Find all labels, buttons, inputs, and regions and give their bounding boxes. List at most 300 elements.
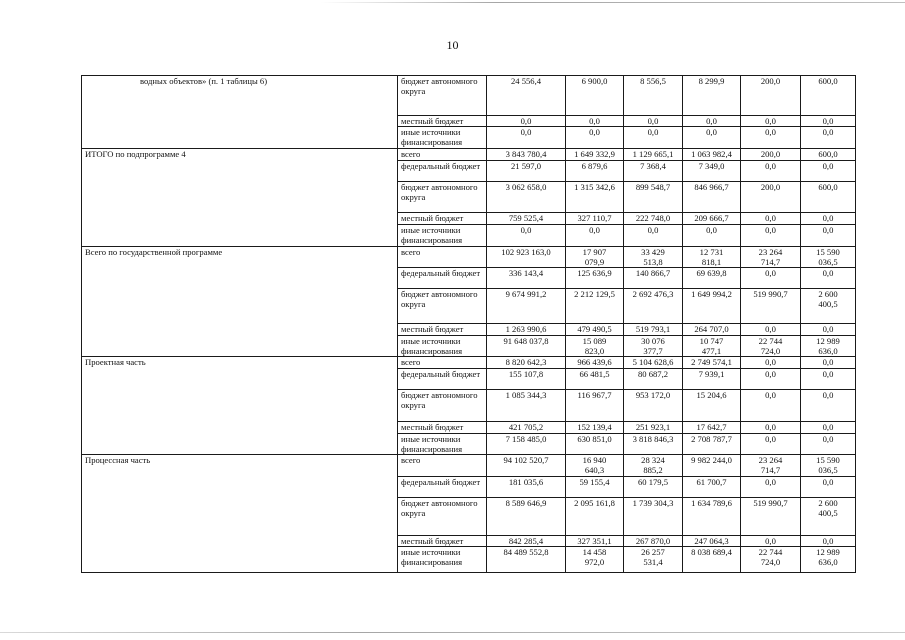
amount-value: 630 851,0: [577, 433, 612, 444]
amount-cell: [801, 289, 856, 324]
amount-cell: [801, 268, 856, 289]
amount-value: 0,0: [822, 116, 834, 126]
amount-value: 200,0: [760, 149, 781, 160]
amount-value: 209 666,7: [694, 213, 729, 224]
amount-value: 842 285,4: [508, 536, 544, 547]
amount-cell: [741, 225, 801, 246]
amount-value: 0,0: [520, 116, 532, 126]
amount-cell: [801, 225, 856, 246]
amount-value: 66 481,5: [579, 368, 610, 379]
amount-value: 10 747 477,1: [699, 336, 724, 357]
amount-value: 0,0: [765, 127, 776, 138]
amount-value: 15 204,6: [696, 389, 727, 400]
amount-value: 2 212 129,5: [574, 289, 615, 300]
amount-value: 0,0: [765, 389, 776, 400]
amount-value: 21 597,0: [510, 161, 542, 172]
amount-value: 1 649 332,9: [574, 149, 615, 160]
amount-cell: [741, 127, 801, 149]
amount-value: 1 739 304,3: [632, 498, 674, 509]
amount-value: 26 257 531,4: [641, 547, 665, 568]
amount-cell: [566, 357, 624, 368]
amount-value: 0,0: [822, 161, 834, 172]
amount-cell: [624, 368, 683, 389]
amount-cell: [683, 336, 741, 357]
amount-value: 28 324 885,2: [641, 455, 665, 476]
amount-cell: [683, 127, 741, 149]
amount-value: 0,0: [822, 213, 834, 224]
amount-cell: [566, 289, 624, 324]
amount-cell: [683, 246, 741, 267]
amount-cell: [741, 336, 801, 357]
amount-cell: [741, 368, 801, 389]
amount-value: 7 349,0: [698, 161, 725, 172]
amount-cell: [487, 324, 566, 336]
amount-value: 0,0: [822, 268, 834, 279]
amount-cell: [566, 324, 624, 336]
amount-cell: [624, 433, 683, 454]
amount-cell: [683, 268, 741, 289]
amount-cell: [801, 213, 856, 225]
amount-cell: [801, 149, 856, 161]
amount-value: 8 820 642,3: [505, 357, 547, 368]
amount-value: 0,0: [765, 368, 776, 379]
amount-value: 0,0: [765, 433, 776, 444]
amount-value: 0,0: [822, 389, 834, 400]
amount-cell: [801, 127, 856, 149]
amount-cell: [566, 127, 624, 149]
amount-value: 200,0: [760, 76, 781, 86]
amount-cell: [683, 498, 741, 536]
amount-value: 22 744 724,0: [758, 336, 783, 357]
amount-cell: [487, 225, 566, 246]
funding-source-cell: бюджет автономного округа: [398, 498, 487, 536]
amount-cell: [566, 455, 624, 477]
amount-cell: [624, 76, 683, 116]
amount-cell: [487, 433, 566, 454]
amount-cell: [683, 477, 741, 498]
amount-cell: [487, 336, 566, 357]
amount-cell: [487, 246, 566, 267]
amount-cell: [741, 268, 801, 289]
amount-cell: [741, 389, 801, 421]
amount-value: 3 062 658,0: [505, 182, 547, 193]
amount-value: 3 843 780,4: [505, 149, 547, 160]
section-label: Процессная часть: [82, 455, 398, 573]
amount-value: 336 143,4: [508, 268, 544, 279]
amount-cell: [741, 116, 801, 127]
amount-value: 0,0: [765, 477, 776, 488]
amount-cell: [741, 536, 801, 547]
amount-cell: [683, 421, 741, 433]
amount-value: 2 095 161,8: [574, 498, 615, 509]
amount-value: 0,0: [822, 324, 834, 335]
amount-cell: [624, 246, 683, 267]
amount-cell: [624, 498, 683, 536]
amount-value: 0,0: [822, 477, 834, 488]
amount-value: 125 636,9: [577, 268, 612, 279]
funding-source-cell: всего: [398, 149, 487, 161]
amount-cell: [487, 389, 566, 421]
amount-value: 953 172,0: [635, 389, 671, 400]
amount-cell: [566, 498, 624, 536]
amount-cell: [624, 324, 683, 336]
amount-value: 30 076 377,7: [641, 336, 665, 357]
amount-value: 846 966,7: [694, 182, 729, 193]
amount-value: 247 064,3: [694, 536, 729, 547]
amount-value: 519 990,7: [753, 498, 788, 509]
amount-value: 759 525,4: [508, 213, 544, 224]
funding-source-cell: местный бюджет: [398, 421, 487, 433]
amount-cell: [683, 368, 741, 389]
amount-value: 0,0: [822, 536, 834, 547]
funding-source-cell: бюджет автономного округа: [398, 182, 487, 213]
amount-cell: [487, 368, 566, 389]
amount-cell: [566, 547, 624, 573]
amount-cell: [683, 76, 741, 116]
amount-cell: [566, 389, 624, 421]
amount-value: 6 879,6: [581, 161, 608, 172]
amount-value: 1 315 342,6: [574, 182, 615, 193]
amount-cell: [683, 182, 741, 213]
funding-source-cell: иные источники финансирования: [398, 336, 487, 357]
amount-cell: [487, 161, 566, 182]
amount-value: 16 940 640,3: [582, 455, 607, 476]
amount-value: 1 263 990,6: [505, 324, 547, 335]
amount-value: 9 674 991,2: [505, 289, 547, 300]
amount-cell: [624, 161, 683, 182]
amount-cell: [566, 477, 624, 498]
amount-value: 61 700,7: [696, 477, 727, 488]
amount-value: 3 818 846,3: [632, 433, 674, 444]
amount-value: 80 687,2: [637, 368, 669, 379]
amount-cell: [801, 455, 856, 477]
amount-value: 5 104 628,6: [632, 357, 674, 368]
amount-value: 17 907 079,9: [582, 246, 607, 267]
funding-source-cell: местный бюджет: [398, 324, 487, 336]
amount-cell: [566, 433, 624, 454]
amount-cell: [683, 161, 741, 182]
amount-cell: [741, 149, 801, 161]
amount-value: 0,0: [765, 357, 776, 368]
section-label: ИТОГО по подпрограмме 4: [82, 149, 398, 246]
amount-value: 8 038 689,4: [691, 547, 732, 558]
amount-cell: [801, 182, 856, 213]
amount-cell: [683, 536, 741, 547]
amount-value: 155 107,8: [508, 368, 544, 379]
amount-value: 0,0: [706, 127, 717, 138]
amount-value: 0,0: [647, 116, 659, 126]
amount-cell: [487, 127, 566, 149]
amount-value: 264 707,0: [694, 324, 729, 335]
amount-value: 0,0: [822, 225, 834, 236]
amount-value: 966 439,6: [577, 357, 612, 368]
amount-cell: [566, 421, 624, 433]
amount-value: 0,0: [589, 225, 600, 236]
funding-source-cell: федеральный бюджет: [398, 368, 487, 389]
amount-cell: [566, 536, 624, 547]
amount-value: 102 923 163,0: [501, 246, 551, 257]
amount-cell: [624, 357, 683, 368]
amount-cell: [741, 76, 801, 116]
amount-value: 327 351,1: [577, 536, 612, 547]
amount-cell: [683, 455, 741, 477]
amount-value: 0,0: [822, 433, 834, 444]
amount-cell: [683, 389, 741, 421]
amount-value: 15 089 823,0: [582, 336, 607, 357]
amount-value: 327 110,7: [577, 213, 612, 224]
amount-cell: [741, 421, 801, 433]
amount-value: 116 967,7: [577, 389, 612, 400]
funding-source-cell: иные источники финансирования: [398, 433, 487, 454]
amount-cell: [487, 289, 566, 324]
amount-value: 0,0: [822, 127, 834, 138]
budget-table: [81, 75, 856, 573]
amount-value: 94 102 520,7: [503, 455, 549, 466]
amount-value: 0,0: [765, 421, 776, 432]
amount-cell: [741, 455, 801, 477]
funding-source-cell: иные источники финансирования: [398, 547, 487, 573]
funding-source-cell: бюджет автономного округа: [398, 389, 487, 421]
amount-value: 14 458 972,0: [582, 547, 607, 568]
amount-value: 0,0: [765, 324, 776, 335]
amount-value: 0,0: [765, 268, 776, 279]
amount-cell: [801, 433, 856, 454]
amount-value: 0,0: [706, 116, 717, 126]
amount-cell: [741, 477, 801, 498]
amount-value: 140 866,7: [635, 268, 671, 279]
table-row: [82, 455, 856, 477]
amount-value: 33 429 513,8: [641, 246, 665, 267]
amount-value: 17 642,7: [696, 421, 727, 432]
amount-value: 421 705,2: [508, 421, 544, 432]
amount-value: 0,0: [520, 127, 532, 138]
amount-value: 1 129 665,1: [632, 149, 674, 160]
amount-cell: [801, 477, 856, 498]
funding-source-cell: всего: [398, 357, 487, 368]
amount-cell: [487, 455, 566, 477]
amount-value: 519 793,1: [635, 324, 671, 335]
amount-value: 519 990,7: [753, 289, 788, 300]
amount-cell: [741, 289, 801, 324]
amount-value: 8 299,9: [698, 76, 725, 86]
amount-value: 24 556,4: [510, 76, 542, 86]
amount-value: 0,0: [765, 536, 776, 547]
amount-value: 22 744 724,0: [758, 547, 783, 568]
amount-cell: [741, 246, 801, 267]
amount-value: 7 158 485,0: [505, 433, 547, 444]
amount-cell: [741, 213, 801, 225]
amount-value: 15 590 036,5: [816, 246, 840, 267]
amount-value: 9 982 244,0: [691, 455, 732, 466]
amount-value: 899 548,7: [635, 182, 671, 193]
amount-value: 2 749 574,1: [691, 357, 732, 368]
amount-cell: [683, 547, 741, 573]
amount-cell: [801, 116, 856, 127]
amount-cell: [683, 225, 741, 246]
amount-cell: [741, 498, 801, 536]
amount-cell: [683, 213, 741, 225]
amount-cell: [801, 324, 856, 336]
scan-edge-bottom: [0, 632, 905, 633]
amount-value: 251 923,1: [635, 421, 671, 432]
amount-value: 600,0: [818, 149, 838, 160]
amount-cell: [624, 389, 683, 421]
amount-cell: [487, 116, 566, 127]
amount-cell: [624, 289, 683, 324]
amount-cell: [566, 225, 624, 246]
amount-cell: [566, 149, 624, 161]
section-label: водных объектов» (п. 1 таблицы 6): [82, 76, 398, 149]
amount-cell: [624, 336, 683, 357]
amount-value: 0,0: [520, 225, 532, 236]
amount-cell: [624, 268, 683, 289]
funding-source-cell: федеральный бюджет: [398, 161, 487, 182]
amount-cell: [624, 455, 683, 477]
amount-cell: [801, 389, 856, 421]
amount-cell: [624, 116, 683, 127]
page-number: 10: [446, 38, 459, 52]
amount-value: 12 989 636,0: [816, 547, 840, 568]
amount-cell: [741, 182, 801, 213]
amount-cell: [741, 433, 801, 454]
amount-value: 1 634 789,6: [691, 498, 732, 509]
amount-value: 60 179,5: [637, 477, 669, 488]
amount-cell: [566, 116, 624, 127]
amount-value: 1 063 982,4: [691, 149, 732, 160]
amount-value: 6 900,0: [581, 76, 608, 86]
table-row: [82, 149, 856, 161]
amount-cell: [624, 149, 683, 161]
amount-cell: [566, 213, 624, 225]
table-row: [82, 246, 856, 267]
amount-value: 23 264 714,7: [758, 455, 783, 476]
amount-value: 600,0: [818, 182, 838, 193]
amount-cell: [566, 368, 624, 389]
section-label: Проектная часть: [82, 357, 398, 455]
amount-cell: [624, 536, 683, 547]
amount-cell: [566, 268, 624, 289]
amount-cell: [624, 547, 683, 573]
funding-source-cell: местный бюджет: [398, 536, 487, 547]
amount-value: 0,0: [822, 421, 834, 432]
amount-value: 0,0: [647, 225, 659, 236]
table-row: [82, 357, 856, 368]
amount-cell: [801, 246, 856, 267]
funding-source-cell: федеральный бюджет: [398, 477, 487, 498]
amount-cell: [683, 116, 741, 127]
amount-cell: [566, 246, 624, 267]
amount-cell: [624, 225, 683, 246]
amount-value: 0,0: [706, 225, 717, 236]
amount-cell: [624, 421, 683, 433]
amount-value: 0,0: [589, 116, 600, 126]
amount-value: 0,0: [765, 161, 776, 172]
funding-source-cell: всего: [398, 455, 487, 477]
amount-cell: [624, 477, 683, 498]
amount-cell: [487, 498, 566, 536]
amount-cell: [683, 324, 741, 336]
amount-cell: [683, 289, 741, 324]
amount-cell: [801, 357, 856, 368]
amount-cell: [741, 547, 801, 573]
amount-value: 23 264 714,7: [758, 246, 783, 267]
amount-cell: [487, 268, 566, 289]
amount-value: 479 490,5: [577, 324, 612, 335]
amount-value: 0,0: [822, 357, 834, 368]
amount-value: 0,0: [647, 127, 659, 138]
amount-value: 0,0: [765, 116, 776, 126]
amount-cell: [487, 547, 566, 573]
funding-source-cell: иные источники финансирования: [398, 225, 487, 246]
funding-source-cell: бюджет автономного округа: [398, 289, 487, 324]
funding-source-cell: местный бюджет: [398, 116, 487, 127]
amount-value: 91 648 037,8: [503, 336, 549, 347]
amount-cell: [801, 368, 856, 389]
amount-value: 69 639,8: [696, 268, 727, 279]
amount-cell: [801, 336, 856, 357]
amount-value: 8 556,5: [640, 76, 666, 86]
funding-source-cell: местный бюджет: [398, 213, 487, 225]
amount-cell: [683, 149, 741, 161]
amount-cell: [801, 498, 856, 536]
amount-value: 2 600 400,5: [818, 289, 838, 310]
amount-value: 84 489 552,8: [503, 547, 549, 558]
amount-value: 0,0: [765, 213, 776, 224]
amount-cell: [487, 213, 566, 225]
amount-value: 8 589 646,9: [505, 498, 547, 509]
amount-cell: [566, 182, 624, 213]
amount-value: 2 692 476,3: [632, 289, 674, 300]
amount-cell: [741, 161, 801, 182]
table-row: [82, 76, 856, 116]
amount-value: 0,0: [822, 368, 834, 379]
amount-value: 7 939,1: [698, 368, 725, 379]
amount-cell: [683, 357, 741, 368]
funding-source-cell: федеральный бюджет: [398, 268, 487, 289]
amount-cell: [566, 76, 624, 116]
amount-cell: [566, 161, 624, 182]
amount-cell: [801, 76, 856, 116]
amount-cell: [487, 421, 566, 433]
amount-value: 2 708 787,7: [691, 433, 732, 444]
amount-value: 222 748,0: [635, 213, 671, 224]
amount-value: 1 649 994,2: [691, 289, 732, 300]
amount-cell: [741, 357, 801, 368]
amount-cell: [487, 357, 566, 368]
amount-cell: [741, 324, 801, 336]
scan-edge-top: [320, 2, 905, 3]
amount-value: 7 368,4: [640, 161, 666, 172]
amount-value: 59 155,4: [579, 477, 610, 488]
amount-value: 0,0: [765, 225, 776, 236]
amount-cell: [624, 127, 683, 149]
amount-value: 152 139,4: [577, 421, 612, 432]
amount-value: 2 600 400,5: [818, 498, 838, 519]
amount-value: 267 870,0: [635, 536, 671, 547]
amount-value: 12 731 818,1: [699, 246, 724, 267]
amount-cell: [683, 433, 741, 454]
amount-value: 200,0: [760, 182, 781, 193]
amount-cell: [487, 149, 566, 161]
section-label: Всего по государственной программе: [82, 246, 398, 357]
amount-cell: [487, 76, 566, 116]
amount-value: 1 085 344,3: [505, 389, 547, 400]
amount-value: 600,0: [818, 76, 838, 86]
amount-cell: [801, 161, 856, 182]
amount-value: 15 590 036,5: [816, 455, 840, 476]
amount-cell: [487, 536, 566, 547]
amount-cell: [801, 536, 856, 547]
